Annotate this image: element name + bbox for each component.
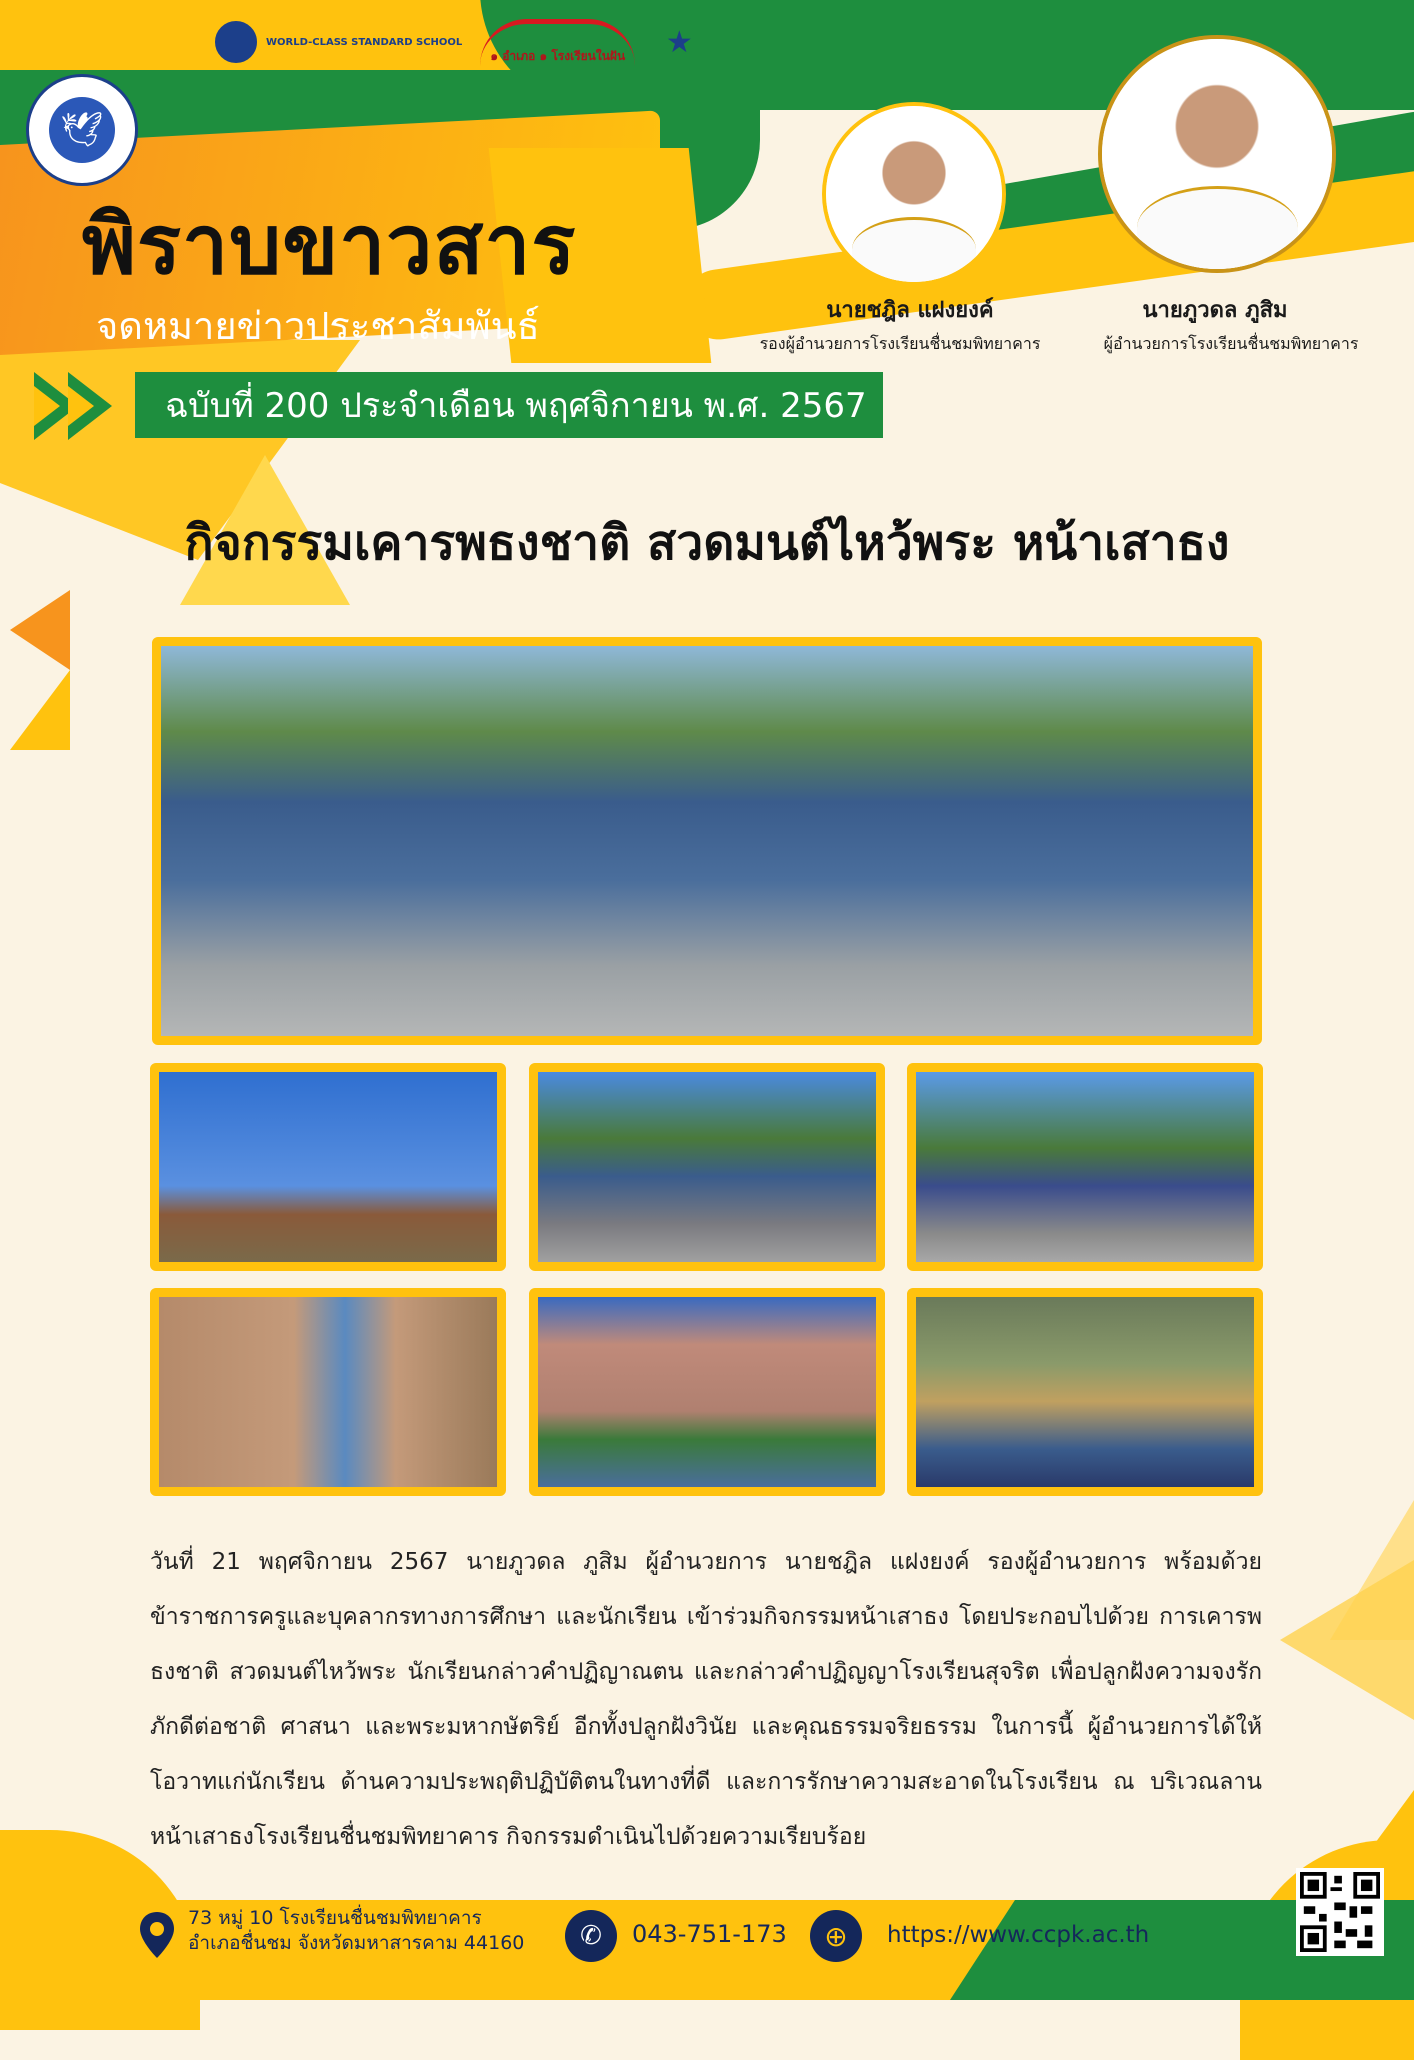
- qr-code[interactable]: [1296, 1868, 1384, 1956]
- newsletter-subtitle: จดหมายข่าวประชาสัมพันธ์: [96, 304, 540, 348]
- photo-director-speech: [150, 1288, 506, 1496]
- footer-website-link[interactable]: https://www.ccpk.ac.th: [887, 1922, 1150, 1948]
- main-photo: [152, 637, 1262, 1045]
- deputy-director-role: รองผู้อำนวยการโรงเรียนชื่นชมพิทยาคาร: [759, 334, 1041, 353]
- decor-triangle: [10, 670, 70, 750]
- photo-flag-area: [529, 1288, 885, 1496]
- address-line-1: 73 หมู่ 10 โรงเรียนชื่นชมพิทยาคาร: [188, 1907, 482, 1929]
- photo-flagpole: [150, 1063, 506, 1271]
- photo-assembly-rows: [907, 1063, 1263, 1271]
- dove-logo-icon: 🕊: [49, 97, 115, 163]
- phone-icon: ✆: [565, 1910, 617, 1962]
- world-class-logo-text: WORLD-CLASS STANDARD SCHOOL: [266, 36, 463, 48]
- chevron-right-icon: [68, 372, 112, 440]
- article-body: วันที่ 21 พฤศจิกายน 2567 นายภูวดล ภูสิม ผู้อำนวยการ นายชฎิล แฝงยงค์ รองผู้อำนวยการ พร้อมด้วยข้าราชการครูและบุคลากรทางการศึกษา และนักเรียน เข้าร่วมกิจกรรมหน้าเสาธง โดยประกอบไปด้วย การเคารพธงชาติ สวดมนต์ไหว้พระ นักเรียนกล่าวคำปฏิญาณตน และกล่าวคำปฏิญญาโรงเรียนสุจริต เพื่อปลูกฝังความจงรักภักดีต่อชาติ ศาสนา และพระมหากษัตริย์ อีกทั้งปลูกฝังวินัย และคุณธรรมจริยธรรม ในการนี้ ผู้อำนวยการได้ให้โอวาทแก่นักเรียน ด้านความประพฤติปฏิบัติตนในทางที่ดี และการรักษาความสะอาดในโรงเรียน ณ บริเวณลานหน้าเสาธงโรงเรียนชื่นชมพิทยาคาร กิจกรรมดำเนินไปด้วยความเรียบร้อย: [150, 1549, 1262, 1850]
- photo-assembly-front: [529, 1063, 885, 1271]
- article-headline: กิจกรรมเคารพธงชาติ สวดมนต์ไหว้พระ หน้าเสาธง: [184, 515, 1230, 571]
- director-role: ผู้อำนวยการโรงเรียนชื่นชมพิทยาคาร: [1103, 334, 1359, 353]
- director-name: นายภูวดล ภูสิม: [1142, 298, 1288, 323]
- one-district-one-school-logo: ๑ อำเภอ ๑ โรงเรียนในฝัน: [480, 19, 635, 66]
- address-line-2: อำเภอชื่นชม จังหวัดมหาสารคาม 44160: [188, 1932, 525, 1954]
- photo-students-seated: [907, 1288, 1263, 1496]
- globe-icon: ⊕: [810, 1910, 862, 1962]
- deputy-director-portrait: [822, 102, 1006, 286]
- star-crest-logo-icon: ★: [665, 24, 693, 60]
- map-pin-icon: [140, 1912, 174, 1958]
- footer-phone[interactable]: 043-751-173: [632, 1920, 787, 1948]
- director-portrait: [1098, 35, 1336, 273]
- decor-triangle: [10, 590, 70, 670]
- newsletter-title: พิราบขาวสาร: [82, 198, 577, 293]
- deputy-director-name: นายชฎิล แฝงยงค์: [826, 298, 994, 323]
- chevron-decor: [34, 372, 102, 440]
- school-logo: [26, 74, 138, 186]
- logo-row: [212, 18, 705, 66]
- world-class-logo: [212, 18, 462, 66]
- globe-logo-icon: [212, 18, 260, 66]
- issue-bar: ฉบับที่ 200 ประจำเดือน พฤศจิกายน พ.ศ. 2567: [135, 372, 883, 438]
- footer-address: [188, 1906, 524, 1956]
- decor-triangle: [1280, 1560, 1414, 1720]
